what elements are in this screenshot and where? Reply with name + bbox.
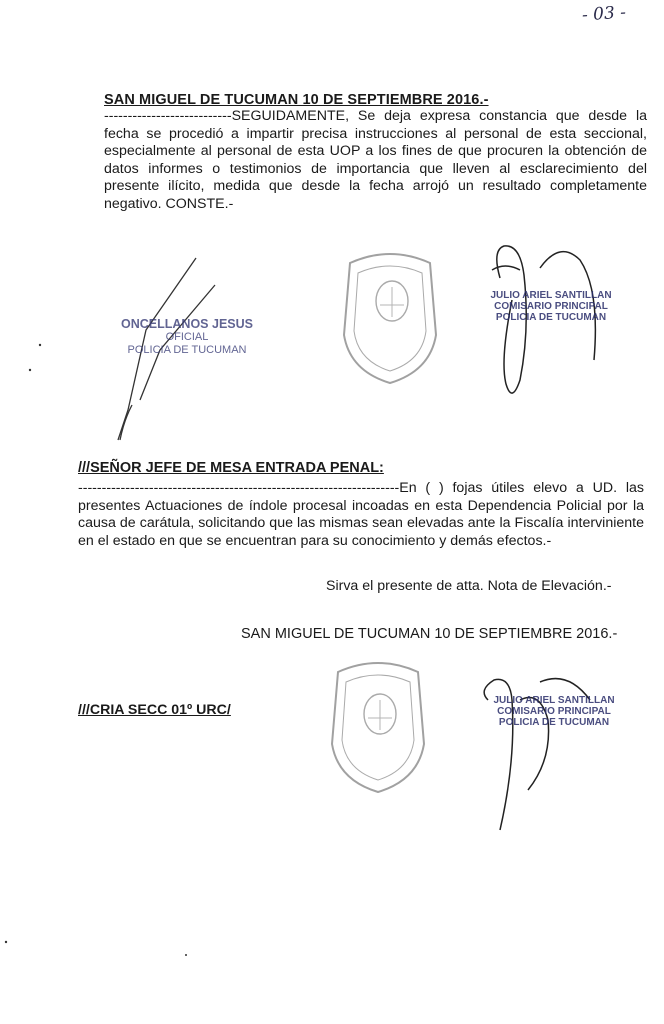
police-seal-2 bbox=[332, 663, 424, 792]
section2-dateline: SAN MIGUEL DE TUCUMAN 10 DE SEPTIEMBRE 2016.- bbox=[241, 626, 618, 642]
commissioner-stamp-2 bbox=[484, 695, 624, 728]
commissioner-unit-2: POLICIA DE TUCUMAN bbox=[498, 717, 610, 728]
commissioner-stamp-1 bbox=[476, 290, 626, 323]
commissioner-rank-1: COMISARIO PRINCIPAL bbox=[494, 301, 608, 312]
section1-heading: SAN MIGUEL DE TUCUMAN 10 DE SEPTIEMBRE 2016.- bbox=[104, 92, 489, 108]
officer-unit: POLICIA DE TUCUMAN bbox=[127, 344, 247, 356]
page-folio-number: - 03 - bbox=[581, 2, 627, 26]
section1-body: ---------------------------SEGUIDAMENTE, Se deja expresa constancia que desde la fecha se procedió a impartir precisa instrucciones al personal de esta seccional, especialmente al personal de esta UOP a los fines de que procuren la obtención de datos informes o testimonios de importancia que lleven al esclarecimiento del presente ilícito, medida que desde la fecha arrojó un resultado completamente negativo. CONSTE.- bbox=[104, 108, 647, 212]
section2-body: --------------------------------------------------------------------En ( ) fojas útiles elevo a UD. las presentes Actuaciones de índole procesal incoadas en esta Dependencia Policial por la causa de carátula, solicitando que las mismas sean elevadas ante la Fiscalía interviniente en el estado en que se encuentran para su conocimiento y demás efectos.- bbox=[78, 480, 644, 549]
section2-closing: Sirva el presente de atta. Nota de Elevación.- bbox=[326, 578, 612, 594]
commissioner-name-1: JULIO ARIEL SANTILLAN bbox=[490, 290, 612, 301]
commissioner-rank-2: COMISARIO PRINCIPAL bbox=[497, 706, 611, 717]
commissioner-unit-1: POLICIA DE TUCUMAN bbox=[495, 312, 607, 323]
section2-heading: ///SEÑOR JEFE DE MESA ENTRADA PENAL: bbox=[78, 460, 384, 476]
police-seal-1 bbox=[344, 254, 436, 383]
officer-stamp bbox=[112, 318, 262, 357]
section3-heading: ///CRIA SECC 01º URC/ bbox=[78, 702, 231, 718]
officer-rank: OFICIAL bbox=[165, 331, 209, 343]
officer-name: ONCELLANOS JESUS bbox=[121, 317, 253, 331]
commissioner-name-2: JULIO ARIEL SANTILLAN bbox=[493, 695, 615, 706]
